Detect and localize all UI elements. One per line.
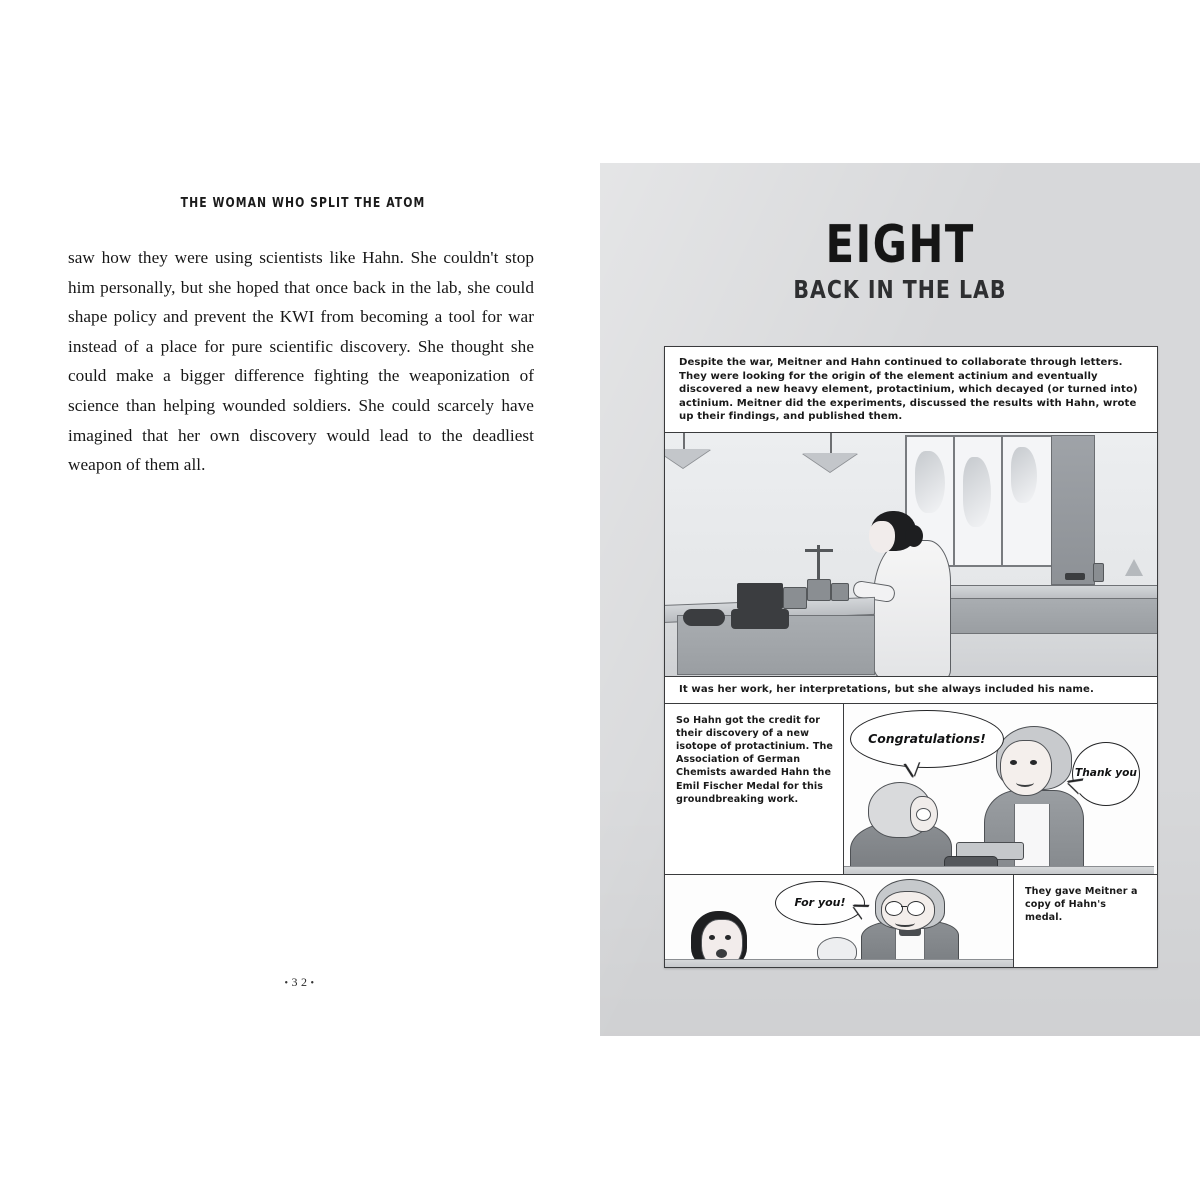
apparatus-block-3 — [783, 587, 807, 609]
meitner-face — [869, 521, 895, 553]
counter-item-2 — [1093, 563, 1104, 582]
comic-grid — [664, 346, 1158, 968]
medal-ceremony-art — [844, 704, 1154, 874]
page-folio — [68, 975, 534, 990]
panel-medal-ceremony — [843, 704, 1154, 874]
folio-ornament-right: • — [310, 978, 318, 989]
hahn-glasses-left — [885, 901, 903, 916]
apparatus-cylinder — [683, 609, 725, 626]
meitner-eye-left — [709, 935, 715, 940]
chapter-title: BACK IN THE LAB — [793, 275, 1007, 304]
comic-row-1 — [665, 347, 1157, 433]
for-you-art — [665, 875, 1013, 967]
hahn-mouth — [1016, 778, 1034, 787]
meitner-bun — [905, 525, 923, 547]
speech-tail-congratulations — [905, 761, 920, 776]
meitner-eye-right — [725, 935, 731, 940]
window-mullion-a — [953, 437, 955, 565]
panel-for-you — [665, 875, 1013, 967]
speech-bubble-foryou: For you! — [775, 881, 865, 925]
hahn-glasses-bridge — [901, 906, 907, 908]
window-streak-1 — [915, 451, 945, 513]
hahn-glasses-right — [907, 901, 925, 916]
folio-ornament-left: • — [284, 978, 292, 989]
hahn-eye-left — [1010, 760, 1017, 765]
panel-credit-caption — [665, 704, 843, 874]
counter-flask — [1125, 559, 1143, 576]
window-dark-panel — [1051, 435, 1095, 585]
panel-lab-caption — [665, 677, 1157, 703]
body-paragraph: saw how they were using scientists like Hahn. She couldn't stop him personally, but she hoped that once back in the lab, she could shape policy and prevent the KWI from becoming a tool for war instead of a place for pure scientific discovery. She thought she could make a bigger difference fighting the weaponization of science than helping wounded soldiers. She could scarcely have imagined that her own discovery would lead to the deadliest weapon of them all. — [68, 248, 534, 475]
panel-lab-scene — [665, 433, 1157, 676]
meitner-mouth — [716, 949, 727, 958]
counter-item-1 — [1065, 573, 1085, 580]
chapter-title-wrap — [600, 272, 1200, 305]
meitner-lab-coat — [873, 540, 951, 676]
lamp-shade-2 — [802, 453, 858, 472]
comic-row-4 — [665, 704, 1157, 875]
caption-closing: They gave Meitner a copy of Hahn's medal. — [1025, 885, 1138, 923]
hahn-shirt — [1014, 804, 1050, 874]
chapter-heading — [600, 215, 1200, 305]
comic-row-5 — [665, 875, 1157, 967]
running-head: THE WOMAN WHO SPLIT THE ATOM — [180, 196, 426, 211]
window-streak-3 — [1011, 447, 1037, 503]
window-mullion-b — [1001, 437, 1003, 565]
right-page — [600, 163, 1200, 1036]
for-you-panel-floor — [665, 959, 1013, 967]
window-streak-2 — [963, 457, 991, 527]
apparatus-block-5 — [831, 583, 849, 601]
folio-number: 32 — [291, 975, 311, 989]
speech-bubble-thankyou: Thank you — [1072, 742, 1140, 806]
hahn-mouth-2 — [895, 919, 915, 927]
comic-row-3 — [665, 677, 1157, 704]
lab-scene-art — [665, 433, 1157, 676]
panel-closing-caption — [1013, 875, 1154, 967]
comic-row-2 — [665, 433, 1157, 677]
panel-opening-caption — [665, 347, 1157, 432]
medal-panel-floor — [844, 866, 1154, 874]
hahn-eye-right — [1030, 760, 1037, 765]
hahn-face — [1000, 740, 1052, 796]
apparatus-block-2 — [737, 583, 783, 609]
chapter-number: EIGHT — [825, 215, 975, 275]
caption-credit: So Hahn got the credit for their discovery of a new isotope of protactinium. The Association of German Chemists awarded Hahn the Emil Fischer Medal for this groundbreaking work. — [676, 714, 834, 805]
lamp-cord-2 — [830, 433, 832, 455]
right-counter-front — [941, 598, 1157, 634]
caption-lab: It was her work, her interpretations, but she always included his name. — [665, 677, 1157, 703]
lamp-shade-1 — [665, 449, 711, 468]
official-glasses — [916, 808, 931, 821]
body-text-block — [68, 243, 534, 480]
speech-bubble-congratulations: Congratulations! — [850, 710, 1004, 768]
ring-stand-arm — [805, 549, 833, 552]
caption-opening: Despite the war, Meitner and Hahn continued to collaborate through letters. They were looking for the origin of the element actinium and eventually discovered a new heavy element, protactinium, which decayed (or turned into) actinium. Meitner did the experiments, discussed the results with Hahn, wrote up their findings, and published them. — [665, 347, 1157, 432]
chapter-number-wrap — [600, 215, 1200, 275]
apparatus-block-4 — [731, 609, 789, 629]
apparatus-block-1 — [807, 579, 831, 601]
